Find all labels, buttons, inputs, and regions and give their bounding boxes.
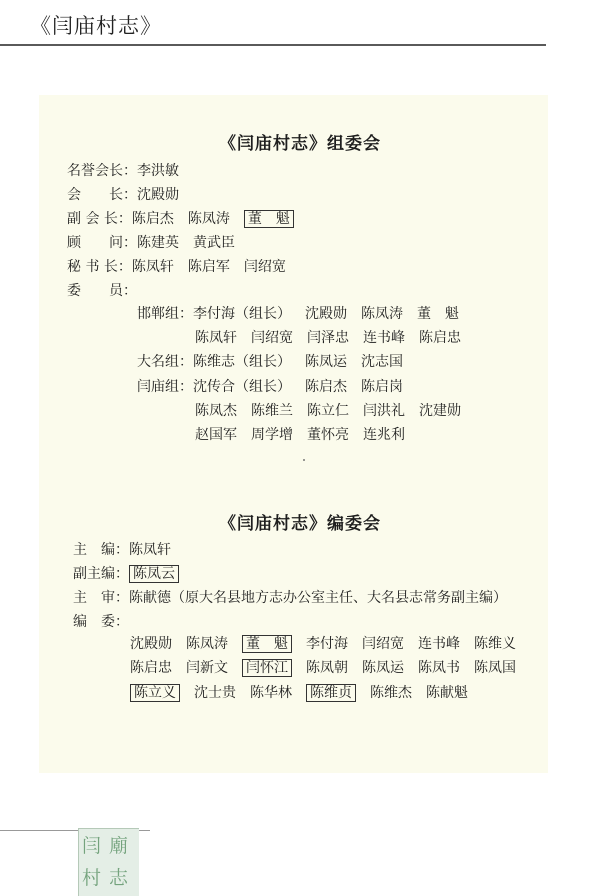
editor-name: 连书峰 — [418, 636, 460, 652]
member-name: 陈启杰 — [305, 379, 347, 395]
yanmiao-row-2 — [195, 400, 461, 420]
editor-name: 闫绍宽 — [362, 636, 404, 652]
deputy-editor-label: 副主编： — [73, 566, 129, 582]
editor-name: 陈凤朝 — [306, 660, 348, 676]
members-label: 委 员： — [67, 283, 137, 299]
member-name: 董怀亮 — [307, 427, 349, 443]
advisor-row — [67, 232, 235, 252]
deputy-editor-name: 陈凤云 — [129, 565, 179, 583]
advisor-label: 顾 问： — [67, 235, 137, 251]
advisor-name: 黄武臣 — [193, 235, 235, 251]
editor-name: 陈维义 — [474, 636, 516, 652]
reviewer-label: 主 审： — [73, 590, 129, 606]
editors-row-2 — [130, 657, 516, 677]
editor-name: 沈殿勋 — [130, 636, 172, 652]
editorial-title: 《闫庙村志》编委会 — [219, 514, 381, 534]
seal-char: 志 — [109, 867, 129, 889]
editors-row-3 — [130, 682, 468, 702]
member-name: 闫绍宽 — [251, 330, 293, 346]
member-name: 连书峰 — [363, 330, 405, 346]
seal-char: 闫 — [82, 835, 102, 857]
member-name: 赵国军 — [195, 427, 237, 443]
member-name: 闫泽忠 — [307, 330, 349, 346]
honorary-name: 李洪敏 — [137, 163, 179, 179]
editor-name: 陈凤国 — [474, 660, 516, 676]
editor-name-boxed: 陈维贞 — [306, 684, 356, 702]
honorary-row — [67, 160, 179, 180]
editor-name: 陈凤涛 — [186, 636, 228, 652]
secretary-row — [67, 256, 286, 276]
member-name: 陈凤运 — [305, 354, 347, 370]
member-name: 周学增 — [251, 427, 293, 443]
member-name: 陈启忠 — [419, 330, 461, 346]
vice-label: 副 会 长： — [67, 211, 132, 227]
member-name: 陈凤涛 — [361, 306, 403, 322]
editor-name: 陈献魁 — [426, 685, 468, 701]
member-name: 陈维兰 — [251, 403, 293, 419]
member-name: 沈传合（组长） — [193, 379, 291, 395]
editor-name-boxed: 董 魁 — [242, 635, 292, 653]
member-name: 沈殿勋 — [305, 306, 347, 322]
header-rule — [0, 44, 546, 46]
page-speck — [303, 459, 305, 461]
member-name: 董 魁 — [417, 306, 459, 322]
president-row — [67, 184, 179, 204]
member-name: 陈维志（组长） — [193, 354, 291, 370]
vice-name-boxed: 董 魁 — [244, 210, 294, 228]
vice-row — [67, 208, 294, 228]
handan-row-1 — [137, 303, 459, 323]
editor-name: 李付海 — [306, 636, 348, 652]
editor-name-boxed: 闫怀江 — [242, 659, 292, 677]
member-name: 连兆利 — [363, 427, 405, 443]
seal-char: 村 — [82, 867, 102, 889]
calligraphy-seal-logo — [78, 828, 139, 896]
daming-label: 大名组： — [137, 354, 193, 370]
member-name: 陈凤杰 — [195, 403, 237, 419]
editor-name: 陈启忠 — [130, 660, 172, 676]
chief-editor-label: 主 编： — [73, 542, 129, 558]
member-name: 沈建勋 — [419, 403, 461, 419]
seal-char: 廟 — [109, 835, 129, 857]
editor-name: 陈凤书 — [418, 660, 460, 676]
secretary-label: 秘 书 长： — [67, 259, 132, 275]
editor-name: 闫新文 — [186, 660, 228, 676]
editors-row-1 — [130, 633, 516, 653]
secretary-name: 闫绍宽 — [243, 259, 286, 275]
honorary-label: 名誉会长： — [67, 163, 137, 179]
member-name: 陈立仁 — [307, 403, 349, 419]
yanmiao-label: 闫庙组： — [137, 379, 193, 395]
editor-name-boxed: 陈立义 — [130, 684, 180, 702]
editor-name: 陈凤运 — [362, 660, 404, 676]
vice-name: 陈启杰 — [131, 211, 174, 227]
member-name: 陈启岗 — [361, 379, 403, 395]
chief-editor-row — [73, 539, 171, 559]
secretary-name: 陈凤轩 — [131, 259, 174, 275]
member-name: 陈凤轩 — [195, 330, 237, 346]
advisor-name: 陈建英 — [137, 235, 179, 251]
yanmiao-row-1 — [137, 376, 403, 396]
deputy-editor-row — [73, 563, 179, 583]
editor-name: 陈华林 — [250, 685, 292, 701]
editors-label: 编 委： — [73, 614, 129, 630]
reviewer-text: 陈献德（原大名县地方志办公室主任、大名县志常务副主编） — [129, 590, 507, 606]
yanmiao-row-3 — [195, 424, 405, 444]
reviewer-row — [73, 587, 507, 607]
president-label: 会 长： — [67, 187, 137, 203]
member-name: 李付海（组长） — [193, 306, 291, 322]
editor-name: 陈维杰 — [370, 685, 412, 701]
handan-row-2 — [195, 327, 461, 347]
president-name: 沈殿勋 — [137, 187, 179, 203]
editor-name: 沈士贵 — [194, 685, 236, 701]
handan-label: 邯郸组： — [137, 306, 193, 322]
running-header: 《闫庙村志》 — [30, 14, 162, 38]
chief-editor-name: 陈凤轩 — [129, 542, 171, 558]
daming-row — [137, 351, 403, 371]
committee-title: 《闫庙村志》组委会 — [219, 134, 381, 154]
secretary-name: 陈启军 — [187, 259, 230, 275]
member-name: 闫洪礼 — [363, 403, 405, 419]
vice-name: 陈凤涛 — [187, 211, 230, 227]
member-name: 沈志国 — [361, 354, 403, 370]
